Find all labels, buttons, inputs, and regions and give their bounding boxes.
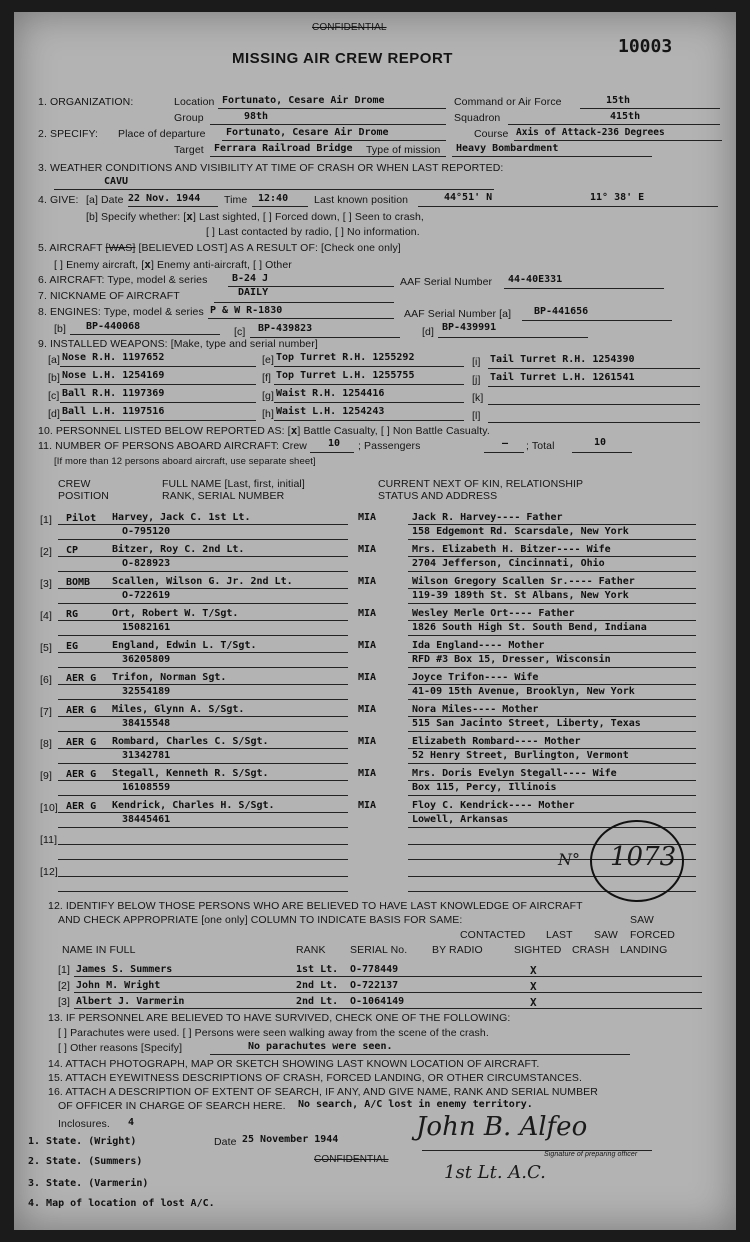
crew-row-number: [10] bbox=[40, 802, 58, 814]
crew-count: 10 bbox=[328, 438, 341, 449]
personnel-label: 10. PERSONNEL LISTED BELOW REPORTED AS: [ bbox=[38, 425, 291, 437]
witness-name: James S. Summers bbox=[76, 964, 173, 975]
stamp-prefix: N° bbox=[558, 850, 580, 869]
crew-header-kin bbox=[378, 478, 583, 502]
crew-name: Trifon, Norman Sgt. bbox=[112, 672, 227, 683]
engine-b-serial: BP-440068 bbox=[86, 321, 141, 332]
weapon-b: Nose L.H. 1254169 bbox=[62, 370, 165, 381]
inclosures-label: Inclosures. bbox=[58, 1118, 110, 1130]
engine-c-serial: BP-439823 bbox=[258, 323, 313, 334]
inclosure-3: 3. State. (Varmerin) bbox=[28, 1178, 149, 1189]
engines-label: 8. ENGINES: Type, model & series bbox=[38, 306, 204, 318]
witness-name: Albert J. Varmerin bbox=[76, 996, 185, 1007]
kin-rule bbox=[408, 652, 696, 653]
weapon-slot-e: [e] bbox=[262, 354, 274, 366]
crew-rule bbox=[58, 780, 348, 781]
crew-next-of-kin: Elizabeth Rombard---- Mother bbox=[412, 736, 581, 747]
target-label: Target bbox=[174, 144, 204, 156]
command-value: 15th bbox=[606, 95, 631, 106]
crew-rule bbox=[58, 844, 348, 845]
crew-position: Pilot bbox=[66, 513, 97, 524]
crew-status: MIA bbox=[358, 768, 377, 779]
crew-rule bbox=[58, 620, 348, 621]
weapon-f: Top Turret L.H. 1255755 bbox=[276, 370, 415, 381]
engine-b-label: [b] bbox=[54, 323, 66, 335]
weapon-a: Nose R.H. 1197652 bbox=[62, 352, 165, 363]
crew-rule bbox=[58, 716, 348, 717]
crew-status: MIA bbox=[358, 672, 377, 683]
weapon-slot-i: [i] bbox=[472, 356, 481, 368]
crew-row-number: [1] bbox=[40, 514, 52, 526]
crew-address: Lowell, Arkansas bbox=[412, 814, 509, 825]
crew-status: MIA bbox=[358, 576, 377, 587]
departure-label: Place of departure bbox=[118, 128, 206, 140]
crew-name: Ort, Robert W. T/Sgt. bbox=[112, 608, 239, 619]
passengers-label: ; Passengers bbox=[358, 440, 421, 452]
classification-bottom: CONFIDENTIAL bbox=[314, 1154, 389, 1165]
stamp-number: 1073 bbox=[610, 842, 677, 872]
give-b-line1-end: ] Last sighted, [ ] Forced down, [ ] Seen to crash, bbox=[192, 211, 424, 223]
crew-position: BOMB bbox=[66, 577, 91, 588]
crew-serial: 16108559 bbox=[122, 782, 171, 793]
crew-serial: 15082161 bbox=[122, 622, 171, 633]
crew-position: AER G bbox=[66, 673, 97, 684]
witness-rank: 2nd Lt. bbox=[296, 980, 339, 991]
crew-serial: O-722619 bbox=[122, 590, 171, 601]
witness-serial: O-1064149 bbox=[350, 996, 405, 1007]
crew-serial: 38445461 bbox=[122, 814, 171, 825]
position-east: 11° 38' E bbox=[590, 192, 645, 203]
crew-status: MIA bbox=[358, 800, 377, 811]
crew-next-of-kin: Joyce Trifon---- Wife bbox=[412, 672, 539, 683]
weapon-j: Tail Turret L.H. 1261541 bbox=[490, 372, 635, 383]
crew-rule bbox=[58, 635, 348, 636]
crew-rule bbox=[58, 876, 348, 877]
crew-serial: O-828923 bbox=[122, 558, 171, 569]
crew-row-number: [4] bbox=[40, 610, 52, 622]
weapons-label: 9. INSTALLED WEAPONS: [Make, type and serial number] bbox=[38, 338, 318, 350]
identify-header-crash: CRASH bbox=[572, 944, 610, 956]
identify-header-name: NAME IN FULL bbox=[62, 944, 136, 956]
witness-rank: 1st Lt. bbox=[296, 964, 339, 975]
crew-position: AER G bbox=[66, 801, 97, 812]
antiaircraft-option: ] Enemy anti-aircraft, [ ] Other bbox=[150, 259, 292, 271]
witness-rule bbox=[74, 992, 702, 993]
battle-casualty-mark: x bbox=[290, 424, 298, 437]
weapon-slot-h: [h] bbox=[262, 408, 274, 420]
attach-15: 15. ATTACH EYEWITNESS DESCRIPTIONS OF CRASH, FORCED LANDING, OR OTHER CIRCUMSTANCES. bbox=[48, 1072, 583, 1084]
report-number: 10003 bbox=[618, 36, 673, 57]
total-label: ; Total bbox=[526, 440, 555, 452]
weapon-slot-a: [a] bbox=[48, 354, 60, 366]
weapon-slot-g: [g] bbox=[262, 390, 274, 402]
crew-serial: 32554189 bbox=[122, 686, 171, 697]
kin-rule bbox=[408, 524, 696, 525]
report-sheet bbox=[14, 12, 736, 1230]
give-b-line1 bbox=[86, 210, 424, 223]
squadron-value: 415th bbox=[610, 111, 641, 122]
date-label: [a] Date bbox=[86, 194, 124, 206]
weather-value: CAVU bbox=[104, 176, 129, 187]
crew-rule bbox=[58, 859, 348, 860]
crew-next-of-kin: Mrs. Elizabeth H. Bitzer---- Wife bbox=[412, 544, 611, 555]
crew-address: 2704 Jefferson, Cincinnati, Ohio bbox=[412, 558, 605, 569]
survived-line2: [ ] Parachutes were used. [ ] Persons were seen walking away from the scene of the crash. bbox=[58, 1027, 489, 1039]
page-title: MISSING AIR CREW REPORT bbox=[232, 50, 453, 67]
crew-next-of-kin: Ida England---- Mother bbox=[412, 640, 545, 651]
weapon-c: Ball R.H. 1197369 bbox=[62, 388, 165, 399]
crew-row-number: [3] bbox=[40, 578, 52, 590]
crew-rule bbox=[58, 524, 348, 525]
enemy-aircraft-option: [ ] Enemy aircraft, [ bbox=[54, 259, 145, 271]
engine-d-serial: BP-439991 bbox=[442, 322, 497, 333]
engine-d-label: [d] bbox=[422, 326, 434, 338]
identify-header-saw: SAW bbox=[594, 929, 618, 941]
aircraft-lost-line bbox=[38, 242, 401, 254]
last-sighted-mark: x bbox=[186, 210, 193, 223]
engine-a-serial: BP-441656 bbox=[534, 306, 589, 317]
crew-address: 515 San Jacinto Street, Liberty, Texas bbox=[412, 718, 641, 729]
personnel-line bbox=[38, 424, 490, 437]
classification-top: CONFIDENTIAL bbox=[312, 22, 387, 33]
time-value: 12:40 bbox=[258, 193, 289, 204]
crew-name: Kendrick, Charles H. S/Sgt. bbox=[112, 800, 275, 811]
weapon-slot-j: [j] bbox=[472, 374, 481, 386]
crew-rule bbox=[58, 891, 348, 892]
crew-next-of-kin: Floy C. Kendrick---- Mother bbox=[412, 800, 575, 811]
signature-unit: 1st Lt. A.C. bbox=[444, 1162, 546, 1183]
identify-header-radio: BY RADIO bbox=[432, 944, 483, 956]
crew-row-number: [12] bbox=[40, 866, 58, 878]
persons-aboard-label: 11. NUMBER OF PERSONS ABOARD AIRCRAFT: Crew bbox=[38, 440, 307, 452]
crew-row-number: [8] bbox=[40, 738, 52, 750]
kin-rule bbox=[408, 588, 696, 589]
group-value: 98th bbox=[244, 111, 269, 122]
inclosures-count: 4 bbox=[128, 1117, 135, 1128]
weapon-slot-k: [k] bbox=[472, 392, 484, 404]
specify-label: 2. SPECIFY: bbox=[38, 128, 99, 140]
crew-serial: 36205809 bbox=[122, 654, 171, 665]
kin-rule bbox=[408, 571, 696, 572]
survived-reason-value: No parachutes were seen. bbox=[248, 1041, 393, 1052]
crew-name: Harvey, Jack C. 1st Lt. bbox=[112, 512, 251, 523]
crew-name: Stegall, Kenneth R. S/Sgt. bbox=[112, 768, 269, 779]
survived-line1: 13. IF PERSONNEL ARE BELIEVED TO HAVE SURVIVED, CHECK ONE OF THE FOLLOWING: bbox=[48, 1012, 511, 1024]
weapon-e: Top Turret R.H. 1255292 bbox=[276, 352, 415, 363]
crew-position: AER G bbox=[66, 705, 97, 716]
crew-row-number: [9] bbox=[40, 770, 52, 782]
kin-rule bbox=[408, 795, 696, 796]
kin-rule bbox=[408, 620, 696, 621]
location-label: Location bbox=[174, 96, 215, 108]
crew-header-position-text: POSITION bbox=[58, 490, 109, 502]
crew-rule bbox=[58, 748, 348, 749]
mission-label: Type of mission bbox=[366, 144, 441, 156]
survived-line3: [ ] Other reasons [Specify] bbox=[58, 1042, 183, 1054]
kin-rule bbox=[408, 635, 696, 636]
signature: John B. Alfeo bbox=[416, 1112, 588, 1142]
weather-label: 3. WEATHER CONDITIONS AND VISIBILITY AT TIME OF CRASH OR WHEN LAST REPORTED: bbox=[38, 162, 504, 174]
crew-header-status-address: STATUS AND ADDRESS bbox=[378, 490, 498, 502]
crew-status: MIA bbox=[358, 544, 377, 555]
engines-type-value: P & W R-1830 bbox=[210, 305, 283, 316]
group-label: Group bbox=[174, 112, 204, 124]
witness-number: [1] bbox=[58, 964, 70, 976]
crew-address: 119-39 189th St. St Albans, New York bbox=[412, 590, 629, 601]
crew-header-next-of-kin: CURRENT NEXT OF KIN, RELATIONSHIP bbox=[378, 478, 584, 490]
identify-header-sighted: SIGHTED bbox=[514, 944, 562, 956]
witness-rank: 2nd Lt. bbox=[296, 996, 339, 1007]
crew-address: 1826 South High St. South Bend, Indiana bbox=[412, 622, 647, 633]
weapon-slot-b: [b] bbox=[48, 372, 60, 384]
crew-next-of-kin: Wilson Gregory Scallen Sr.---- Father bbox=[412, 576, 635, 587]
aircraft-lost-label-end: [BELIEVED LOST] AS A RESULT OF: [Check one only] bbox=[138, 242, 401, 254]
crew-rule bbox=[58, 539, 348, 540]
crew-header-crew: CREW bbox=[58, 478, 91, 490]
weapon-slot-l: [l] bbox=[472, 410, 481, 422]
last-sighted-mark: X bbox=[530, 980, 537, 993]
crew-rule bbox=[58, 763, 348, 764]
identify-line2: AND CHECK APPROPRIATE [one only] COLUMN TO INDICATE BASIS FOR SAME: bbox=[58, 914, 463, 926]
crew-rule bbox=[58, 684, 348, 685]
crew-header-full-name: FULL NAME [Last, first, initial] bbox=[162, 478, 305, 490]
witness-serial: O-722137 bbox=[350, 980, 399, 991]
crew-rule bbox=[58, 588, 348, 589]
witness-rule bbox=[74, 976, 702, 977]
engine-c-label: [c] bbox=[234, 326, 246, 338]
signature-caption: Signature of preparing officer bbox=[544, 1151, 638, 1158]
crew-name: England, Edwin L. T/Sgt. bbox=[112, 640, 257, 651]
footer-date-label: Date bbox=[214, 1136, 237, 1148]
kin-rule bbox=[408, 812, 696, 813]
footer-date-value: 25 November 1944 bbox=[242, 1134, 339, 1145]
identify-line1: 12. IDENTIFY BELOW THOSE PERSONS WHO ARE BELIEVED TO HAVE LAST KNOWLEDGE OF AIRCRAFT bbox=[48, 900, 583, 912]
weapon-i: Tail Turret R.H. 1254390 bbox=[490, 354, 635, 365]
kin-rule bbox=[408, 763, 696, 764]
identify-header-serial: SERIAL No. bbox=[350, 944, 408, 956]
crew-next-of-kin: Nora Miles---- Mother bbox=[412, 704, 539, 715]
kin-rule bbox=[408, 731, 696, 732]
organization-label: 1. ORGANIZATION: bbox=[38, 96, 134, 108]
kin-rule bbox=[408, 699, 696, 700]
crew-address: 52 Henry Street, Burlington, Vermont bbox=[412, 750, 629, 761]
nickname-value: DAILY bbox=[238, 287, 269, 298]
crew-header-name bbox=[162, 478, 305, 502]
crew-rule bbox=[58, 556, 348, 557]
inclosure-2: 2. State. (Summers) bbox=[28, 1156, 143, 1167]
antiaircraft-mark: x bbox=[144, 258, 151, 271]
weapon-slot-d: [d] bbox=[48, 408, 60, 420]
crew-address: 41-09 15th Avenue, Brooklyn, New York bbox=[412, 686, 635, 697]
crew-status: MIA bbox=[358, 736, 377, 747]
last-sighted-mark: X bbox=[530, 964, 537, 977]
crew-position: EG bbox=[66, 641, 79, 652]
crew-serial: O-795120 bbox=[122, 526, 171, 537]
identify-header-forced: FORCED bbox=[630, 929, 675, 941]
total-count: 10 bbox=[594, 437, 607, 448]
course-value: Axis of Attack-236 Degrees bbox=[516, 127, 665, 138]
crew-rule bbox=[58, 571, 348, 572]
course-label: Course bbox=[474, 128, 509, 140]
last-sighted-mark: X bbox=[530, 996, 537, 1009]
identify-header-contacted: CONTACTED bbox=[460, 929, 526, 941]
kin-rule bbox=[408, 748, 696, 749]
aircraft-serial-label: AAF Serial Number bbox=[400, 276, 493, 288]
crew-name: Bitzer, Roy C. 2nd Lt. bbox=[112, 544, 245, 555]
weapon-g: Waist R.H. 1254416 bbox=[276, 388, 385, 399]
command-label: Command or Air Force bbox=[454, 96, 562, 108]
crew-address: Box 115, Percy, Illinois bbox=[412, 782, 557, 793]
weapon-d: Ball L.H. 1197516 bbox=[62, 406, 165, 417]
crew-header-position bbox=[58, 478, 109, 502]
attach-14: 14. ATTACH PHOTOGRAPH, MAP OR SKETCH SHOWING LAST KNOWN LOCATION OF AIRCRAFT. bbox=[48, 1058, 540, 1070]
crew-rule bbox=[58, 603, 348, 604]
aircraft-type-value: B-24 J bbox=[232, 273, 269, 284]
date-value: 22 Nov. 1944 bbox=[128, 193, 201, 204]
inclosure-4: 4. Map of location of lost A/C. bbox=[28, 1198, 215, 1209]
weapon-slot-c: [c] bbox=[48, 390, 60, 402]
position-north: 44°51' N bbox=[444, 192, 493, 203]
witness-number: [2] bbox=[58, 980, 70, 992]
aircraft-was-struck: [WAS] bbox=[105, 242, 136, 254]
crew-next-of-kin: Mrs. Doris Evelyn Stegall---- Wife bbox=[412, 768, 617, 779]
attach-16-line1: 16. ATTACH A DESCRIPTION OF EXTENT OF SEARCH, IF ANY, AND GIVE NAME, RANK AND SERIAL NUMBER bbox=[48, 1086, 598, 1098]
kin-rule bbox=[408, 556, 696, 557]
crew-rule bbox=[58, 812, 348, 813]
crew-status: MIA bbox=[358, 704, 377, 715]
crew-row-number: [11] bbox=[40, 834, 58, 846]
crew-status: MIA bbox=[358, 640, 377, 651]
crew-position: RG bbox=[66, 609, 79, 620]
give-label: 4. GIVE: bbox=[38, 194, 79, 206]
location-value: Fortunato, Cesare Air Drome bbox=[222, 95, 385, 106]
crew-address: RFD #3 Box 15, Dresser, Wisconsin bbox=[412, 654, 611, 665]
identify-header-saw-top: SAW bbox=[630, 914, 654, 926]
kin-rule bbox=[408, 667, 696, 668]
mission-value: Heavy Bombardment bbox=[456, 143, 559, 154]
crew-header-rank-serial: RANK, SERIAL NUMBER bbox=[162, 490, 285, 502]
crew-rule bbox=[58, 731, 348, 732]
give-b-line2: [ ] Last contacted by radio, [ ] No information. bbox=[206, 226, 420, 238]
crew-rule bbox=[58, 795, 348, 796]
witness-rule bbox=[74, 1008, 702, 1009]
time-label: Time bbox=[224, 194, 248, 206]
weapon-slot-f: [f] bbox=[262, 372, 272, 384]
crew-name: Rombard, Charles C. S/Sgt. bbox=[112, 736, 269, 747]
target-value: Ferrara Railroad Bridge bbox=[214, 143, 353, 154]
crew-name: Scallen, Wilson G. Jr. 2nd Lt. bbox=[112, 576, 293, 587]
search-value: No search, A/C lost in enemy territory. bbox=[298, 1099, 533, 1110]
weapon-h: Waist L.H. 1254243 bbox=[276, 406, 385, 417]
witness-name: John M. Wright bbox=[76, 980, 161, 991]
identify-header-rank: RANK bbox=[296, 944, 326, 956]
crew-row-number: [7] bbox=[40, 706, 52, 718]
witness-serial: O-778449 bbox=[350, 964, 399, 975]
personnel-options: ] Battle Casualty, [ ] Non Battle Casualty. bbox=[297, 425, 490, 437]
crew-position: AER G bbox=[66, 769, 97, 780]
crew-row-number: [6] bbox=[40, 674, 52, 686]
persons-aboard-note: [If more than 12 persons aboard aircraft, use separate sheet] bbox=[54, 456, 316, 467]
aircraft-type-label: 6. AIRCRAFT: Type, model & series bbox=[38, 274, 208, 286]
kin-rule bbox=[408, 684, 696, 685]
aircraft-lost-label: 5. AIRCRAFT bbox=[38, 242, 103, 254]
kin-rule bbox=[408, 603, 696, 604]
crew-row-number: [2] bbox=[40, 546, 52, 558]
departure-value: Fortunato, Cesare Air Drome bbox=[226, 127, 389, 138]
crew-status: MIA bbox=[358, 512, 377, 523]
crew-rule bbox=[58, 667, 348, 668]
crew-name: Miles, Glynn A. S/Sgt. bbox=[112, 704, 245, 715]
crew-next-of-kin: Jack R. Harvey---- Father bbox=[412, 512, 563, 523]
kin-rule bbox=[408, 780, 696, 781]
crew-rule bbox=[58, 699, 348, 700]
crew-rule bbox=[58, 652, 348, 653]
crew-serial: 38415548 bbox=[122, 718, 171, 729]
nickname-label: 7. NICKNAME OF AIRCRAFT bbox=[38, 290, 180, 302]
crew-status: MIA bbox=[358, 608, 377, 619]
passengers-count: — bbox=[502, 438, 509, 449]
kin-rule bbox=[408, 539, 696, 540]
kin-rule bbox=[408, 716, 696, 717]
crew-next-of-kin: Wesley Merle Ort---- Father bbox=[412, 608, 575, 619]
crew-position: AER G bbox=[66, 737, 97, 748]
identify-header-landing: LANDING bbox=[620, 944, 668, 956]
inclosure-1: 1. State. (Wright) bbox=[28, 1136, 137, 1147]
attach-16-line2: OF OFFICER IN CHARGE OF SEARCH HERE. bbox=[58, 1100, 286, 1112]
witness-number: [3] bbox=[58, 996, 70, 1008]
aircraft-serial-value: 44-40E331 bbox=[508, 274, 563, 285]
engines-serial-label: AAF Serial Number [a] bbox=[404, 308, 512, 320]
crew-serial: 31342781 bbox=[122, 750, 171, 761]
identify-header-last: LAST bbox=[546, 929, 573, 941]
crew-address: 158 Edgemont Rd. Scarsdale, New York bbox=[412, 526, 629, 537]
position-label: Last known position bbox=[314, 194, 409, 206]
give-b-line1-start: [b] Specify whether: [ bbox=[86, 211, 187, 223]
aircraft-lost-cause bbox=[54, 258, 292, 271]
crew-row-number: [5] bbox=[40, 642, 52, 654]
squadron-label: Squadron bbox=[454, 112, 501, 124]
crew-rule bbox=[58, 827, 348, 828]
crew-position: CP bbox=[66, 545, 79, 556]
